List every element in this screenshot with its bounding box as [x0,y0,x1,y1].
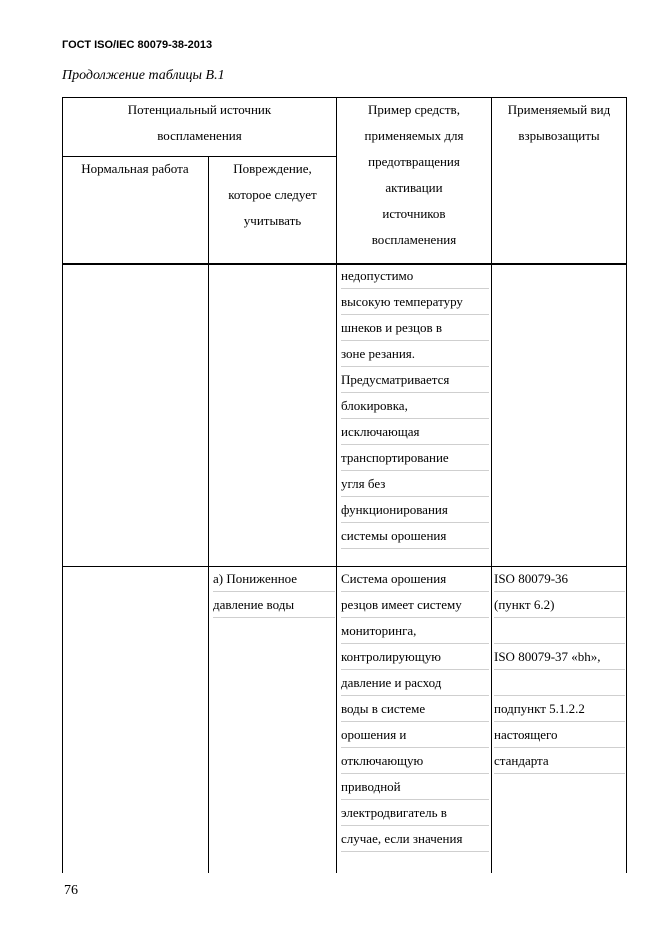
header-damage: Повреждение, которое следует учитывать [228,161,317,228]
cell-row2-protection: ISO 80079-36 (пункт 6.2) ISO 80079-37 «bh», подпункт 5.1.2.2 настоящего стандарта [494,566,625,774]
document-id: ГОСТ ISO/IEC 80079-38-2013 [62,39,213,51]
header-protection-type: Применяемый вид взрывозащиты [507,102,611,143]
cell-row1-means: недопустимо высокую температуру шнеков и резцов в зоне резания. Предусматривается блокировка, исключающая транспортирование угля без функционирования системы орошения [341,263,489,549]
table-border-left [62,97,63,873]
column-divider [491,97,492,873]
table-caption: Продолжение таблицы В.1 [62,68,225,83]
header-normal-operation: Нормальная работа [81,161,189,176]
cell-row2-means: Система орошения резцов имеет систему мониторинга, контролирующую давление и расход воды в системе орошения и отключающую приводной электродвигатель в случае, если значения [341,566,489,852]
table [62,97,627,873]
page-number: 76 [64,883,78,898]
table-border-right [626,97,627,873]
header-prevention-means: Пример средств, применяемых для предотвращения активации источников воспламенения [364,102,464,247]
header-ignition-source: Потенциальный источник воспламенения [127,102,272,143]
cell-row2-damage: а) Пониженное давление воды [213,566,335,618]
